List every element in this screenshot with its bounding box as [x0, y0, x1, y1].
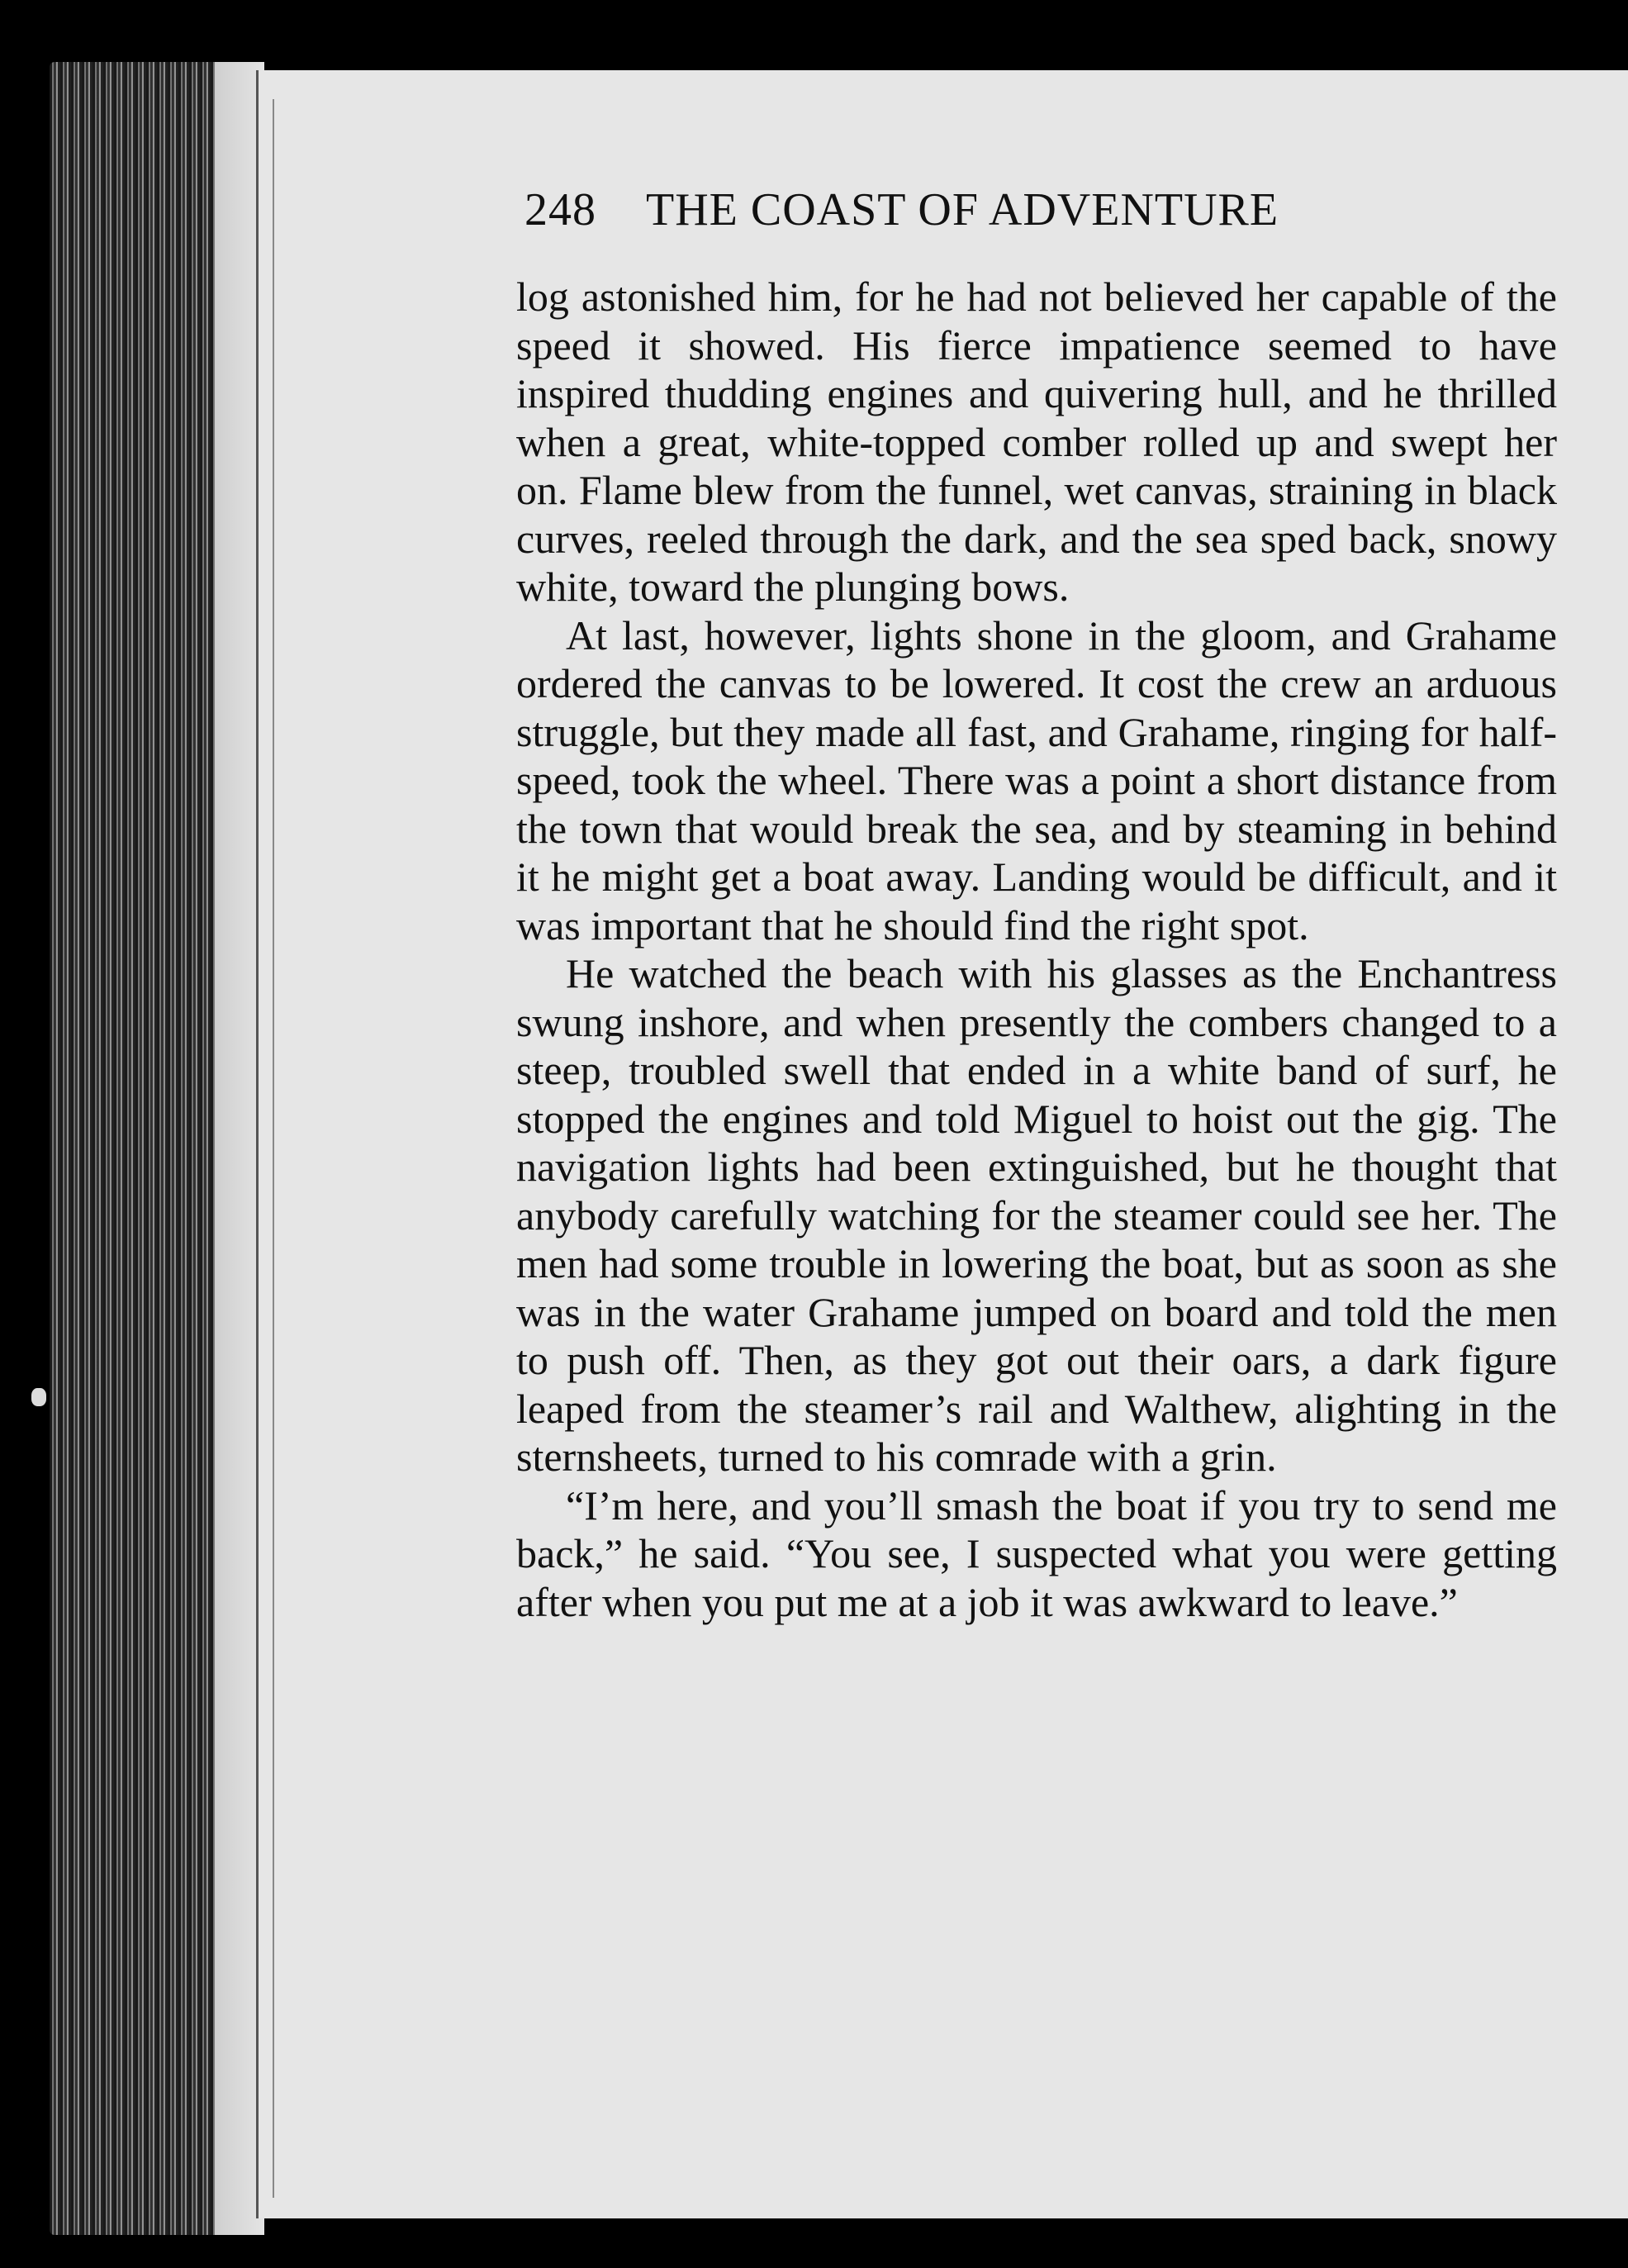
book-page-edges — [50, 62, 264, 2235]
running-title: THE COAST OF ADVENTURE — [646, 184, 1279, 235]
paper-speck — [31, 1388, 46, 1406]
paragraph: “I’m here, and you’ll smash the boat if you try to send me back,” he said. “You see, I suspected what you were getting after when you put me at a job it was awkward to leave.” — [516, 1481, 1557, 1625]
paragraph: He watched the beach with his glasses as the Enchantress swung inshore, and when presently the combers changed to a steep, troubled swell that ended in a white band of surf, he stopped the engines and told Miguel to hoist out the gig. The navigation lights had been extinguished, but he thought that anybody carefully watching for the steamer could see her. The men had some trouble in lowering the boat, but as soon as she was in the water Grahame jumped on board and told the men to push off. Then, as they got out their oars, a dark figure leaped from the steamer’s rail and Walthew, alighting in the sternsheets, turned to his comrade with a grin. — [516, 950, 1557, 1480]
paragraph: log astonished him, for he had not believed her capable of the speed it showed. His fierce impatience seemed to have inspired thudding engines and quivering hull, and he thrilled when a great, white-topped comber rolled up and swept her on. Flame blew from the funnel, wet canvas, straining in black curves, reeled through the dark, and the sea sped back, snowy white, toward the plunging bows. — [516, 273, 1557, 610]
page-gutter — [273, 99, 274, 2198]
paragraph: At last, however, lights shone in the gloom, and Grahame ordered the canvas to be lowered. It cost the crew an arduous struggle, but they made all fast, and Grahame, ringing for half-speed, took the wheel. There was a point a short distance from the town that would break the sea, and by steaming in behind it he might get a boat away. Landing would be difficult, and it was important that he should find the right spot. — [516, 611, 1557, 949]
body-text — [516, 273, 1557, 1626]
page-number: 248 — [524, 184, 596, 235]
running-head — [524, 183, 1421, 236]
